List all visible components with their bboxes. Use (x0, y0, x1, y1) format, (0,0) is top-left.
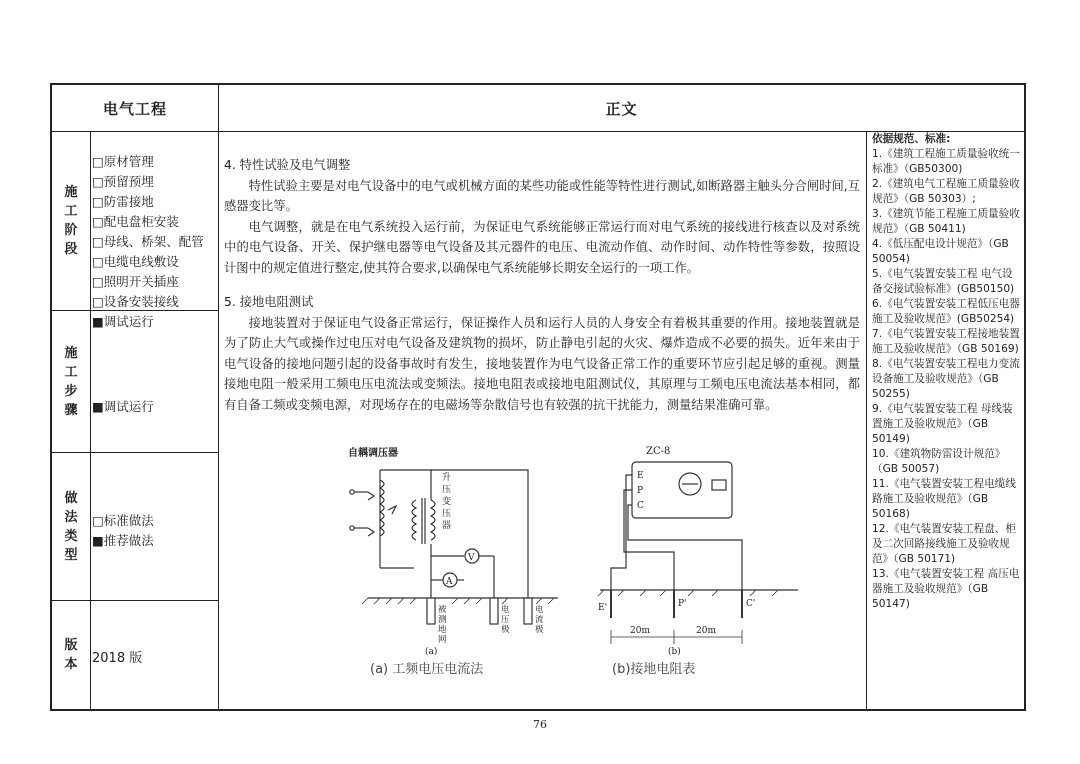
lead-e (611, 475, 632, 600)
reference-item: 4.《低压配电设计规范》（GB 50054) (872, 238, 1009, 265)
section-4-para-1: 特性试验主要是对电气设备中的电气或机械方面的某些功能或性能等特性进行测试,如断路器主触头分合闸时间,互感器变比等。 (224, 178, 860, 213)
svg-text:地: 地 (438, 625, 447, 635)
transformer-char: 变 (442, 497, 452, 507)
terminal-p-label: P (637, 486, 644, 496)
left-column-divider (218, 85, 219, 709)
reference-item: 2.《建筑电气工程施工质量验收规范》（GB 50303）; (872, 178, 1020, 205)
version-value: 2018 版 (92, 651, 143, 666)
option-item: □标准做法 (92, 513, 154, 528)
reference-item: 12.《电气装置安装工程盘、柜及二次回路接线施工及验收规范》（GB 50171) (872, 523, 1016, 565)
reference-item: 13.《电气装置安装工程 高压电器施工及验收规范》（GB 50147) (872, 568, 1020, 610)
svg-text:电: 电 (535, 605, 544, 615)
terminal-e-label: E (637, 471, 644, 481)
page-table (50, 83, 1026, 711)
svg-text:A: A (446, 577, 453, 587)
option-item: □配电盘柜安装 (92, 214, 179, 229)
svg-text:极: 极 (501, 625, 510, 635)
option-item: □设备安装接线 (92, 294, 179, 309)
stage-label: 施 工 阶 段 (64, 184, 78, 257)
meter-model-label: ZC-8 (646, 446, 671, 457)
svg-text:测: 测 (438, 615, 447, 625)
version-label: 版 本 (64, 638, 78, 672)
method-type-options (92, 511, 216, 551)
method-type-label: 做 法 类 型 (64, 490, 78, 563)
grid-electrode (427, 598, 435, 624)
svg-text:压: 压 (501, 615, 510, 625)
caption-a: (a) 工频电压电流法 (370, 662, 484, 677)
main-body (224, 155, 860, 415)
svg-text:P': P' (678, 599, 687, 609)
section-5-title: 5. 接地电阻测试 (224, 295, 314, 309)
reference-item: 6.《电气装置安装工程低压电器施工及验收规范》(GB50254) (872, 298, 1020, 325)
header-left: 电气工程 (102, 99, 167, 118)
transformer-char: 器 (442, 521, 452, 531)
option-item: □防雷接地 (92, 194, 154, 209)
step-label: 施 工 步 骤 (64, 345, 78, 418)
reference-item: 3.《建筑节能工程施工质量验收规范》（GB 50411) (872, 208, 1020, 235)
svg-text:网: 网 (438, 635, 447, 645)
label-column-divider (90, 131, 91, 709)
reference-item: 9.《电气装置安装工程 母线装置施工及验收规范》（GB 50149) (872, 403, 1013, 445)
option-item: □照明开关插座 (92, 274, 179, 289)
reference-item: 10.《建筑物防雷设计规范》（GB 50057) (872, 448, 1006, 475)
transformer-char: 升 (442, 473, 452, 483)
reference-item: 7.《电气装置安装工程接地装置施工及验收规范》（GB 50169) (872, 328, 1020, 355)
reference-item: 5.《电气装置安装工程 电气设备交接试验标准》(GB50150) (872, 268, 1015, 295)
section-4-para-2: 电气调整，就是在电气系统投入运行前，为保证电气系统能够正常运行而对电气系统的接线进行核查以及对系统中的电气设备、开关、保护继电器等电气设备及其元器件的电压、电流动作值、动作时间、动作特性等参数，按照设计图中的规定值进行整定,使其符合要求,以确保电气系统能够长期安全运行的一项工作。 (224, 219, 860, 275)
grounding-test-diagram (328, 440, 808, 680)
reference-item: 1.《建筑工程施工质量验收统一标准》（GB50300) (872, 148, 1020, 175)
autotransformer-wiper (388, 506, 396, 514)
subfigure-a-tag: (a) (425, 647, 438, 657)
step-up-secondary-coil (431, 500, 435, 540)
svg-text:被: 被 (438, 605, 447, 615)
header-right: 正文 (605, 99, 638, 118)
svg-text:C': C' (746, 599, 756, 609)
option-item: ■调试运行 (92, 399, 154, 414)
svg-text:流: 流 (535, 615, 544, 625)
stage-options (92, 152, 216, 332)
option-item: □电缆电线敷设 (92, 254, 179, 269)
input-terminal-1 (350, 490, 354, 494)
caption-b: (b)接地电阻表 (612, 662, 696, 677)
distance-1-label: 20m (630, 626, 650, 636)
grounding-test-figure (328, 440, 808, 680)
reference-list (872, 132, 1022, 612)
section-5-para-1: 接地装置对于保证电气设备正常运行，保证操作人员和运行人员的人身安全有着极其重要的作用。接地装置就是为了防止大气或操作过电压对电气设备及建筑物的损坏，防止静电引起的火灾、爆炸造成不必要的损失。近年来由于电气设备的接地问题引起的设备事故时有发生，接地装置作为电气设备正常工作的重要环节应引起足够的重视。测量接地电阻一般采用工频电压电流法或变频法。接地电阻表或接地电阻测试仪，其原理与工频电压电流法基本相同，都有自备工频或变频电源，对现场存在的电磁场等杂散信号也有较强的抗干扰能力，测量结果准确可靠。 (224, 315, 860, 412)
option-item: ■推荐做法 (92, 533, 154, 548)
input-terminal-2 (350, 526, 354, 530)
transformer-char: 压 (442, 509, 452, 519)
distance-2-label: 20m (696, 626, 716, 636)
svg-text:极: 极 (535, 625, 544, 635)
current-electrode (524, 598, 532, 624)
svg-text:电: 电 (501, 605, 510, 615)
svg-text:V: V (468, 553, 475, 563)
option-item: ■调试运行 (92, 314, 154, 329)
section-4-title: 4. 特性试验及电气调整 (224, 158, 351, 172)
option-item: □母线、桥架、配管 (92, 234, 204, 249)
option-item: □原材管理 (92, 154, 154, 169)
autotransformer-label: 自耦调压器 (348, 448, 398, 459)
voltage-electrode (490, 598, 498, 624)
transformer-char: 压 (442, 485, 452, 495)
reference-title: 依据规范、标准: (872, 133, 951, 145)
refs-column-divider (866, 131, 867, 709)
subfigure-b-tag: (b) (668, 647, 681, 657)
step-options (92, 397, 216, 417)
page-number: 76 (533, 718, 547, 731)
reference-item: 8.《电气装置安装工程电力变流设备施工及验收规范》（GB 50255) (872, 358, 1020, 400)
step-up-primary-coil (412, 500, 416, 540)
reference-item: 11.《电气装置安装工程电缆线路施工及验收规范》（GB 50168) (872, 478, 1016, 520)
option-item: □预留预埋 (92, 174, 154, 189)
terminal-c-label: C (637, 501, 644, 511)
svg-text:E': E' (598, 603, 608, 613)
